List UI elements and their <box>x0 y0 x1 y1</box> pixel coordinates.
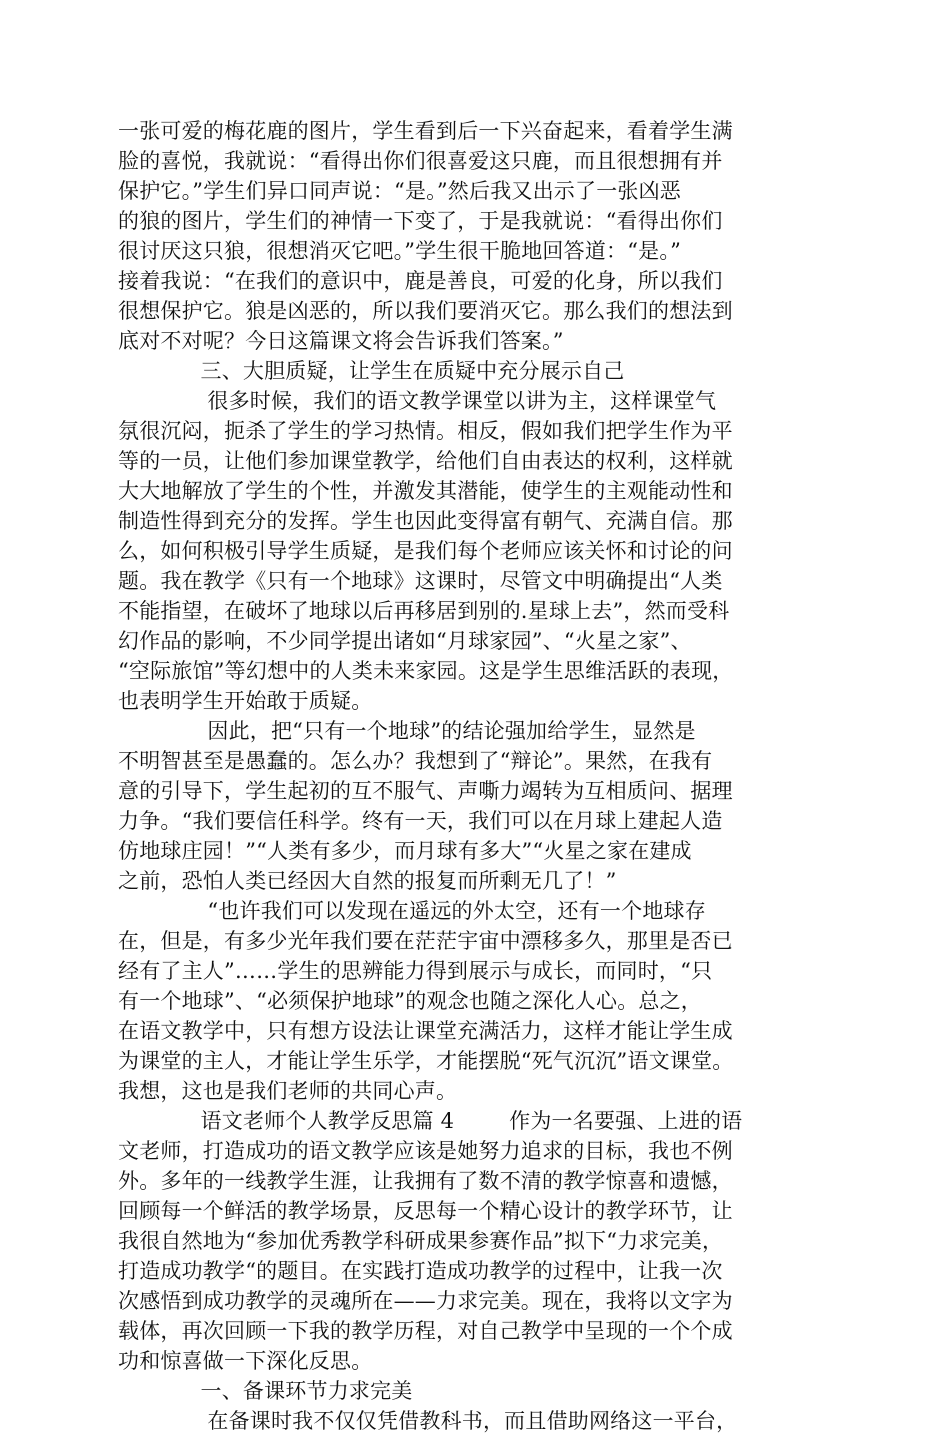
text-line: 保护它。”学生们异口同声说：“是。”然后我又出示了一张凶恶 <box>118 179 682 203</box>
text-line: 么，如何积极引导学生质疑，是我们每个老师应该关怀和讨论的问 <box>118 539 733 563</box>
text-line: 很多时候，我们的语文教学课堂以讲为主，这样课堂气 <box>118 389 717 413</box>
text-line: 我很自然地为“参加优秀教学科研成果参赛作品”拟下“力求完美， <box>118 1229 724 1253</box>
text-line: 次感悟到成功教学的灵魂所在——力求完美。现在，我将以文字为 <box>118 1289 733 1313</box>
section-heading: 三、大胆质疑，让学生在质疑中充分展示自己 <box>118 359 625 383</box>
text-line: 氛很沉闷，扼杀了学生的学习热情。相反，假如我们把学生作为平 <box>118 419 733 443</box>
text-line: 脸的喜悦，我就说：“看得出你们很喜爱这只鹿，而且很想拥有并 <box>118 149 723 173</box>
text-line: 题。我在教学《只有一个地球》这课时，尽管文中明确提出“人类 <box>118 569 723 593</box>
text-line: 幻作品的影响，不少同学提出诸如“月球家园”、“火星之家”、 <box>118 629 692 653</box>
text-line: 在备课时我不仅仅凭借教科书，而且借助网络这一平台， <box>118 1409 738 1433</box>
text-line: 的狼的图片，学生们的神情一下变了，于是我就说：“看得出你们 <box>118 209 723 233</box>
article-title-line: 语文老师个人教学反思篇 4 作为一名要强、上进的语 <box>118 1109 743 1133</box>
text-line: 打造成功教学“的题目。在实践打造成功教学的过程中，让我一次 <box>118 1259 723 1283</box>
text-line: 为课堂的主人，才能让学生乐学，才能摆脱“死气沉沉”语文课堂。 <box>118 1049 734 1073</box>
text-line: 接着我说：“在我们的意识中，鹿是善良，可爱的化身，所以我们 <box>118 269 723 293</box>
text-line: 文老师，打造成功的语文教学应该是她努力追求的目标，我也不例 <box>118 1139 733 1163</box>
text-line: 不能指望，在破坏了地球以后再移居到别的.星球上去”，然而受科 <box>118 599 730 623</box>
text-line: 我想，这也是我们老师的共同心声。 <box>118 1079 458 1103</box>
text-line: 力争。“我们要信任科学。终有一天，我们可以在月球上建起人造 <box>118 809 723 833</box>
text-line: 在语文教学中，只有想方设法让课堂充满活力，这样才能让学生成 <box>118 1019 733 1043</box>
text-line: 在，但是，有多少光年我们要在茫茫宇宙中漂移多久，那里是否已 <box>118 929 733 953</box>
text-line: 功和惊喜做一下深化反思。 <box>118 1349 373 1373</box>
text-line: 因此，把“只有一个地球”的结论强加给学生，显然是 <box>118 719 696 743</box>
text-line: 一张可爱的梅花鹿的图片，学生看到后一下兴奋起来，看着学生满 <box>118 119 733 143</box>
text-line: 外。多年的一线教学生涯，让我拥有了数不清的教学惊喜和遗憾， <box>118 1169 733 1193</box>
text-line: 载体，再次回顾一下我的教学历程，对自己教学中呈现的一个个成 <box>118 1319 733 1343</box>
text-line: 意的引导下，学生起初的互不服气、声嘶力竭转为互相质问、据理 <box>118 779 733 803</box>
text-line: 等的一员，让他们参加课堂教学，给他们自由表达的权利，这样就 <box>118 449 733 473</box>
text-line: 经有了主人”……学生的思辨能力得到展示与成长，而同时，“只 <box>118 959 713 983</box>
text-line: “空际旅馆”等幻想中的人类未来家园。这是学生思维活跃的表现， <box>118 659 734 683</box>
text-line: 很讨厌这只狼，很想消灭它吧。”学生很干脆地回答道：“是。” <box>118 239 682 263</box>
text-line: 很想保护它。狼是凶恶的，所以我们要消灭它。那么我们的想法到 <box>118 299 733 323</box>
text-line: 不明智甚至是愚蠢的。怎么办？我想到了“辩论”。果然，在我有 <box>118 749 713 773</box>
text-line: 有一个地球”、“必须保护地球”的观念也随之深化人心。总之， <box>118 989 703 1013</box>
text-line: 回顾每一个鲜活的教学场景，反思每一个精心设计的教学环节，让 <box>118 1199 733 1223</box>
text-line: 之前，恐怕人类已经因大自然的报复而所剩无几了！” <box>118 869 617 893</box>
text-line: 仿地球庄园！”“人类有多少，而月球有多大”“火星之家在建成 <box>118 839 692 863</box>
text-line: “也许我们可以发现在遥远的外太空，还有一个地球存 <box>118 899 706 923</box>
text-line: 也表明学生开始敢于质疑。 <box>118 689 373 713</box>
text-line: 大大地解放了学生的个性，并激发其潜能，使学生的主观能动性和 <box>118 479 733 503</box>
section-heading: 一、备课环节力求完美 <box>118 1379 413 1403</box>
text-line: 制造性得到充分的发挥。学生也因此变得富有朝气、充满自信。那 <box>118 509 733 533</box>
text-line: 底对不对呢？今日这篇课文将会告诉我们答案。” <box>118 329 564 353</box>
